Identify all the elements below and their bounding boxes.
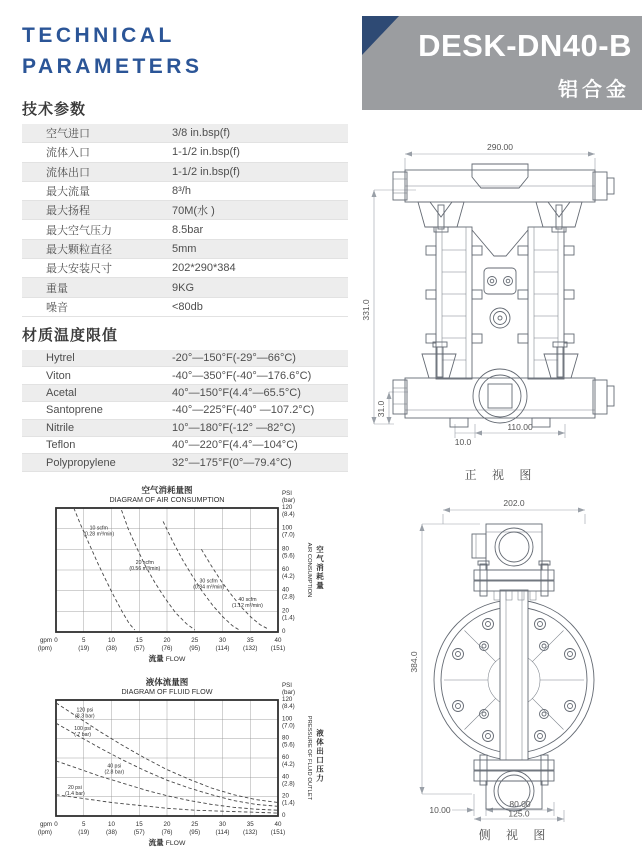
tech-params-heading: 技术参数 <box>22 101 87 118</box>
x-tick-lpm: (114) <box>215 645 230 652</box>
row-value: 32°—175°F(0°—79.4°C) <box>172 456 292 469</box>
fluid-flow-chart <box>20 676 326 848</box>
y-axis-label-cn: 液体出口压力 <box>316 728 324 783</box>
y-tick: 80 <box>282 545 289 553</box>
tech-params-table <box>22 124 348 317</box>
row-value: <80db <box>172 300 203 313</box>
row-label: 最大扬程 <box>46 205 90 218</box>
x-tick-lpm: (132) <box>243 645 258 652</box>
y-unit-2: (bar) <box>282 689 296 696</box>
material-limits-heading: 材质温度限值 <box>22 327 119 344</box>
x-tick-lpm: (19) <box>78 829 90 836</box>
side-dim-left: 384.0 <box>409 651 419 673</box>
table-row <box>22 278 348 297</box>
x-axis-label: 流量 FLOW <box>148 838 186 847</box>
x-tick: 35 <box>246 637 254 644</box>
material-label: 铝合金 <box>558 79 630 101</box>
row-label: 最大流量 <box>46 186 90 199</box>
y-axis-label-en: AIR CONSUMPTION <box>306 542 312 598</box>
y-tick-bar: (7.0) <box>282 722 295 730</box>
row-label: 重量 <box>46 282 68 295</box>
row-value: -40°—225°F(-40° —107.2°C) <box>172 404 315 417</box>
y-tick: 100 <box>282 715 293 723</box>
row-label: Teflon <box>46 439 76 452</box>
table-row <box>22 143 348 162</box>
front-view-drawing <box>360 132 642 462</box>
row-label: 流体入口 <box>46 147 90 160</box>
table-row <box>22 201 348 220</box>
table-row <box>22 437 348 454</box>
table-row <box>22 420 348 437</box>
x-tick-lpm: (114) <box>215 829 230 836</box>
x-tick: 20 <box>163 821 171 828</box>
y-tick: 100 <box>282 524 293 532</box>
x-tick: 30 <box>219 637 226 644</box>
y-unit-1: PSI <box>282 682 292 689</box>
row-label: 最大颗粒直径 <box>46 243 112 256</box>
series-label: 40 psi (2.8 bar) <box>104 763 125 776</box>
series-curve <box>163 521 239 630</box>
row-label: 空气进口 <box>46 128 90 141</box>
page-title-line2: PARAMETERS <box>22 55 203 78</box>
x-unit-bottom: (lpm) <box>37 829 52 836</box>
y-tick: 120 <box>282 504 293 511</box>
x-tick: 5 <box>82 637 86 644</box>
row-label: 噪音 <box>46 301 68 314</box>
table-row <box>22 240 348 259</box>
x-tick-lpm: (76) <box>161 829 173 836</box>
pump-side-outline <box>434 524 594 811</box>
y-unit-1: PSI <box>282 490 292 497</box>
row-label: 最大安装尺寸 <box>46 263 112 276</box>
row-label: 流体出口 <box>46 166 90 179</box>
x-tick: 5 <box>82 821 86 828</box>
side-dim-top: 202.0 <box>503 498 525 508</box>
y-tick-bar: (8.4) <box>282 511 295 518</box>
front-dim-left: 331.0 <box>361 299 371 321</box>
y-tick: 80 <box>282 734 289 742</box>
page-title <box>22 20 202 82</box>
table-row <box>22 402 348 419</box>
row-value: -40°—350°F(-40°—176.6°C) <box>172 369 312 382</box>
chart-title: 液体流量图 <box>145 677 189 687</box>
y-tick: 0 <box>282 628 286 635</box>
x-tick: 0 <box>54 637 58 644</box>
chart-subtitle: DIAGRAM OF FLUID FLOW <box>121 687 213 696</box>
row-value: 1-1/2 in.bsp(f) <box>172 165 240 178</box>
table-row <box>22 454 348 471</box>
y-tick: 120 <box>282 696 293 703</box>
x-tick-lpm: (19) <box>78 645 90 652</box>
chart-title: 空气消耗量图 <box>141 485 193 495</box>
side-dim-bottom-small: 10.00 <box>429 805 451 815</box>
x-tick-lpm: (151) <box>270 829 286 836</box>
material-limits-table <box>22 350 348 472</box>
row-value: 8.5bar <box>172 223 204 236</box>
series-label: 10 scfm (0.28 m³/min) <box>83 525 115 538</box>
x-tick-lpm: (76) <box>161 645 173 652</box>
y-unit-2: (bar) <box>282 497 296 504</box>
x-tick: 20 <box>163 637 171 644</box>
row-value: 3/8 in.bsp(f) <box>172 127 231 140</box>
y-tick: 60 <box>282 566 289 573</box>
x-tick: 15 <box>135 637 143 644</box>
x-tick-lpm: (95) <box>189 829 201 836</box>
y-tick: 20 <box>282 607 289 615</box>
y-tick: 0 <box>282 812 286 819</box>
front-view-caption: 正 视 图 <box>464 468 538 482</box>
x-unit-bottom: (lpm) <box>37 645 52 652</box>
row-value: 40°—220°F(4.4°—104°C) <box>172 439 298 452</box>
series-label: 20 scfm (0.56 m³/min) <box>129 559 161 572</box>
y-tick: 60 <box>282 754 289 761</box>
x-tick-lpm: (95) <box>189 645 201 652</box>
x-tick: 15 <box>135 821 143 828</box>
front-dim-bottom: 110.00 <box>507 422 533 432</box>
x-tick: 40 <box>274 821 282 828</box>
row-value: 10°—180°F(-12° —82°C) <box>172 421 296 434</box>
x-unit-top: gpm <box>39 821 52 828</box>
y-tick-bar: (7.0) <box>282 531 295 539</box>
x-tick: 40 <box>274 637 282 644</box>
x-tick-lpm: (38) <box>105 829 118 836</box>
y-tick-bar: (4.2) <box>282 761 295 768</box>
series-label: 120 psi (8.3 bar) <box>75 707 95 720</box>
row-label: 最大空气压力 <box>46 224 112 237</box>
y-tick-bar: (8.4) <box>282 703 295 710</box>
row-value: 202*290*384 <box>172 262 236 275</box>
row-value: 40°—150°F(4.4°—65.5°C) <box>172 386 301 399</box>
side-dim-bottom-wide: 125.0 <box>508 808 530 819</box>
row-label: Acetal <box>46 386 77 399</box>
table-row <box>22 163 348 182</box>
x-tick-lpm: (38) <box>105 645 118 652</box>
y-axis-label-cn: 空气消耗量 <box>316 545 324 590</box>
y-tick-bar: (1.4) <box>282 799 295 807</box>
y-tick: 40 <box>282 586 289 594</box>
banner-corner-triangle <box>362 16 399 55</box>
row-value: 9KG <box>172 281 195 294</box>
row-value: 8³/h <box>172 185 191 198</box>
x-tick-lpm: (57) <box>133 829 145 836</box>
series-label: 20 psi (1.4 bar) <box>65 784 85 797</box>
series-label: 40 scfm (1.12 m³/min) <box>232 597 263 609</box>
x-tick: 0 <box>54 821 58 828</box>
row-label: Nitrile <box>46 421 75 434</box>
table-row <box>22 182 348 201</box>
pump-front-outline <box>393 164 614 427</box>
x-tick: 35 <box>246 821 254 828</box>
y-tick: 40 <box>282 773 289 781</box>
row-value: -20°—150°F(-29°—66°C) <box>172 352 296 365</box>
front-dim-left-small: 31.0 <box>376 400 386 418</box>
row-value: 1-1/2 in.bsp(f) <box>172 146 240 159</box>
x-tick: 10 <box>108 637 115 644</box>
front-dim-top: 290.00 <box>487 142 513 152</box>
table-row <box>22 350 348 367</box>
front-dim-bottom-small: 10.0 <box>454 437 472 447</box>
model-banner <box>362 16 642 110</box>
table-row <box>22 259 348 278</box>
air-consumption-chart <box>20 484 326 664</box>
y-tick-bar: (5.6) <box>282 552 295 560</box>
y-tick: 20 <box>282 792 289 800</box>
table-row <box>22 298 348 317</box>
x-tick: 10 <box>108 821 115 828</box>
y-tick-bar: (2.8) <box>282 780 295 788</box>
y-tick-bar: (4.2) <box>282 573 295 580</box>
y-tick-bar: (1.4) <box>282 614 295 622</box>
table-row <box>22 385 348 402</box>
x-tick-lpm: (132) <box>243 829 258 836</box>
row-label: Polypropylene <box>46 456 116 469</box>
x-tick-lpm: (151) <box>270 645 286 652</box>
row-value: 5mm <box>172 242 197 255</box>
page-title-line1: TECHNICAL <box>22 24 175 47</box>
x-tick: 25 <box>191 821 199 828</box>
x-tick-lpm: (57) <box>133 645 145 652</box>
row-value: 70M(水 ) <box>172 205 215 218</box>
side-view-caption: 侧 视 图 <box>478 828 552 842</box>
y-tick-bar: (2.8) <box>282 593 295 601</box>
series-label: 30 scfm (0.84 m³/min) <box>193 578 225 591</box>
x-unit-top: gpm <box>39 637 52 644</box>
model-name: DESK-DN40-B <box>418 28 632 63</box>
x-tick: 25 <box>191 637 199 644</box>
side-view-drawing <box>388 494 642 824</box>
chart-subtitle: DIAGRAM OF AIR CONSUMPTION <box>109 495 225 504</box>
x-axis-label: 流量 FLOW <box>148 654 186 663</box>
table-row <box>22 220 348 239</box>
row-label: Santoprene <box>46 404 103 417</box>
x-tick: 30 <box>219 821 226 828</box>
table-row <box>22 367 348 384</box>
table-row <box>22 124 348 143</box>
y-tick-bar: (5.6) <box>282 741 295 749</box>
row-label: Hytrel <box>46 352 75 365</box>
row-label: Viton <box>46 369 71 382</box>
side-dim-bottom-mid: 80.00 <box>509 799 531 809</box>
y-axis-label-en: PRESSURE OF FLUID OUTLET <box>306 715 312 801</box>
series-label: 100 psi ( 7 bar) <box>74 725 92 738</box>
